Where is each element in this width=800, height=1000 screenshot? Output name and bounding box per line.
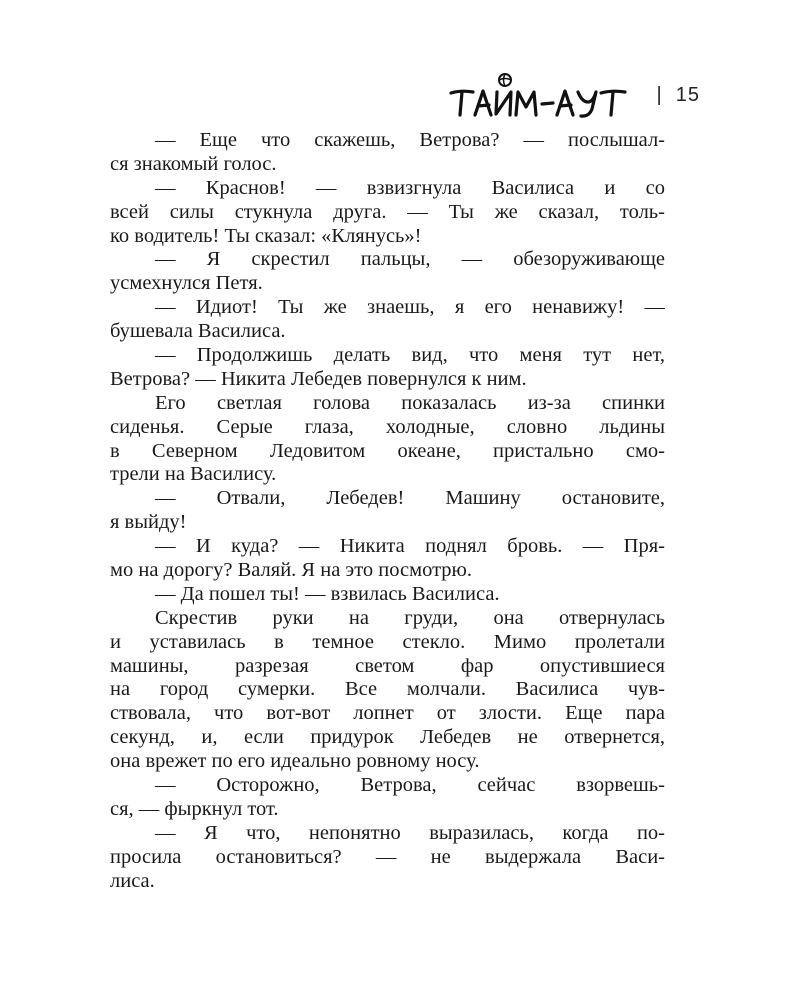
text-line: в Северном Ледовитом океане, пристально смо-: [110, 439, 665, 462]
text-line: — Осторожно, Ветрова, сейчас взорвешь-: [155, 774, 665, 797]
text-line: — Еще что скажешь, Ветрова? — послышал-: [155, 129, 665, 151]
text-line: секунд, и, если придурок Лебедев не отвернется,: [110, 726, 665, 749]
text-line: — Да пошел ты! — взвилась Василиса.: [155, 582, 500, 605]
text-line: мо на дорогу? Валяй. Я на это посмотрю.: [110, 559, 472, 582]
text-line: — Отвали, Лебедев! Машину остановите,: [155, 487, 665, 510]
text-line: трели на Василису.: [110, 463, 277, 486]
text-line: усмехнулся Петя.: [110, 272, 263, 295]
text-line: Скрестив руки на груди, она отвернулась: [155, 606, 665, 629]
text-line: — Я скрестил пальцы, — обезоруживающе: [155, 248, 665, 271]
text-line: Его светлая голова показалась из-за спинки: [155, 391, 665, 414]
text-line: ся знакомый голос.: [110, 152, 277, 175]
text-line: ко водитель! Ты сказал: «Клянусь»!: [110, 224, 422, 247]
text-line: машины, разрезая светом фар опустившиеся: [110, 654, 665, 677]
text-line: ствовала, что вот-вот лопнет от злости. Еще пара: [110, 702, 665, 725]
body-text: [110, 129, 665, 894]
text-line: она врежет по его идеально ровному носу.: [110, 750, 480, 773]
text-line: просила остановиться? — не выдержала Васи-: [110, 845, 665, 868]
text-line: и уставилась в темное стекло. Мимо пролетали: [110, 630, 665, 653]
book-title-logo: [449, 71, 639, 119]
text-line: сиденья. Серые глаза, холодные, словно льдины: [110, 415, 665, 438]
text-line: лиса.: [110, 869, 155, 892]
text-line: Ветрова? — Никита Лебедев повернулся к ним.: [110, 367, 527, 390]
text-line: — Продолжишь делать вид, что меня тут нет,: [155, 344, 665, 367]
text-line: — Я что, непонятно выразилась, когда по-: [155, 821, 665, 844]
text-line: на город сумерки. Все молчали. Василиса чув-: [110, 678, 665, 701]
page-number: 15: [675, 83, 700, 106]
page-header: [449, 70, 700, 120]
text-line: — Краснов! — взвизгнула Василиса и со: [155, 176, 665, 199]
logo-text: [449, 77, 607, 107]
text-line: — И куда? — Никита поднял бровь. — Пря-: [155, 535, 665, 558]
text-line: я выйду!: [110, 511, 187, 534]
text-line: всей силы стукнула друга. — Ты же сказал, толь-: [110, 200, 665, 223]
text-line: ся, — фыркнул тот.: [110, 797, 279, 820]
text-line: — Идиот! Ты же знаешь, я его ненавижу! —: [155, 296, 665, 319]
text-line: бушевала Василиса.: [110, 320, 286, 343]
header-separator: |: [656, 84, 662, 106]
